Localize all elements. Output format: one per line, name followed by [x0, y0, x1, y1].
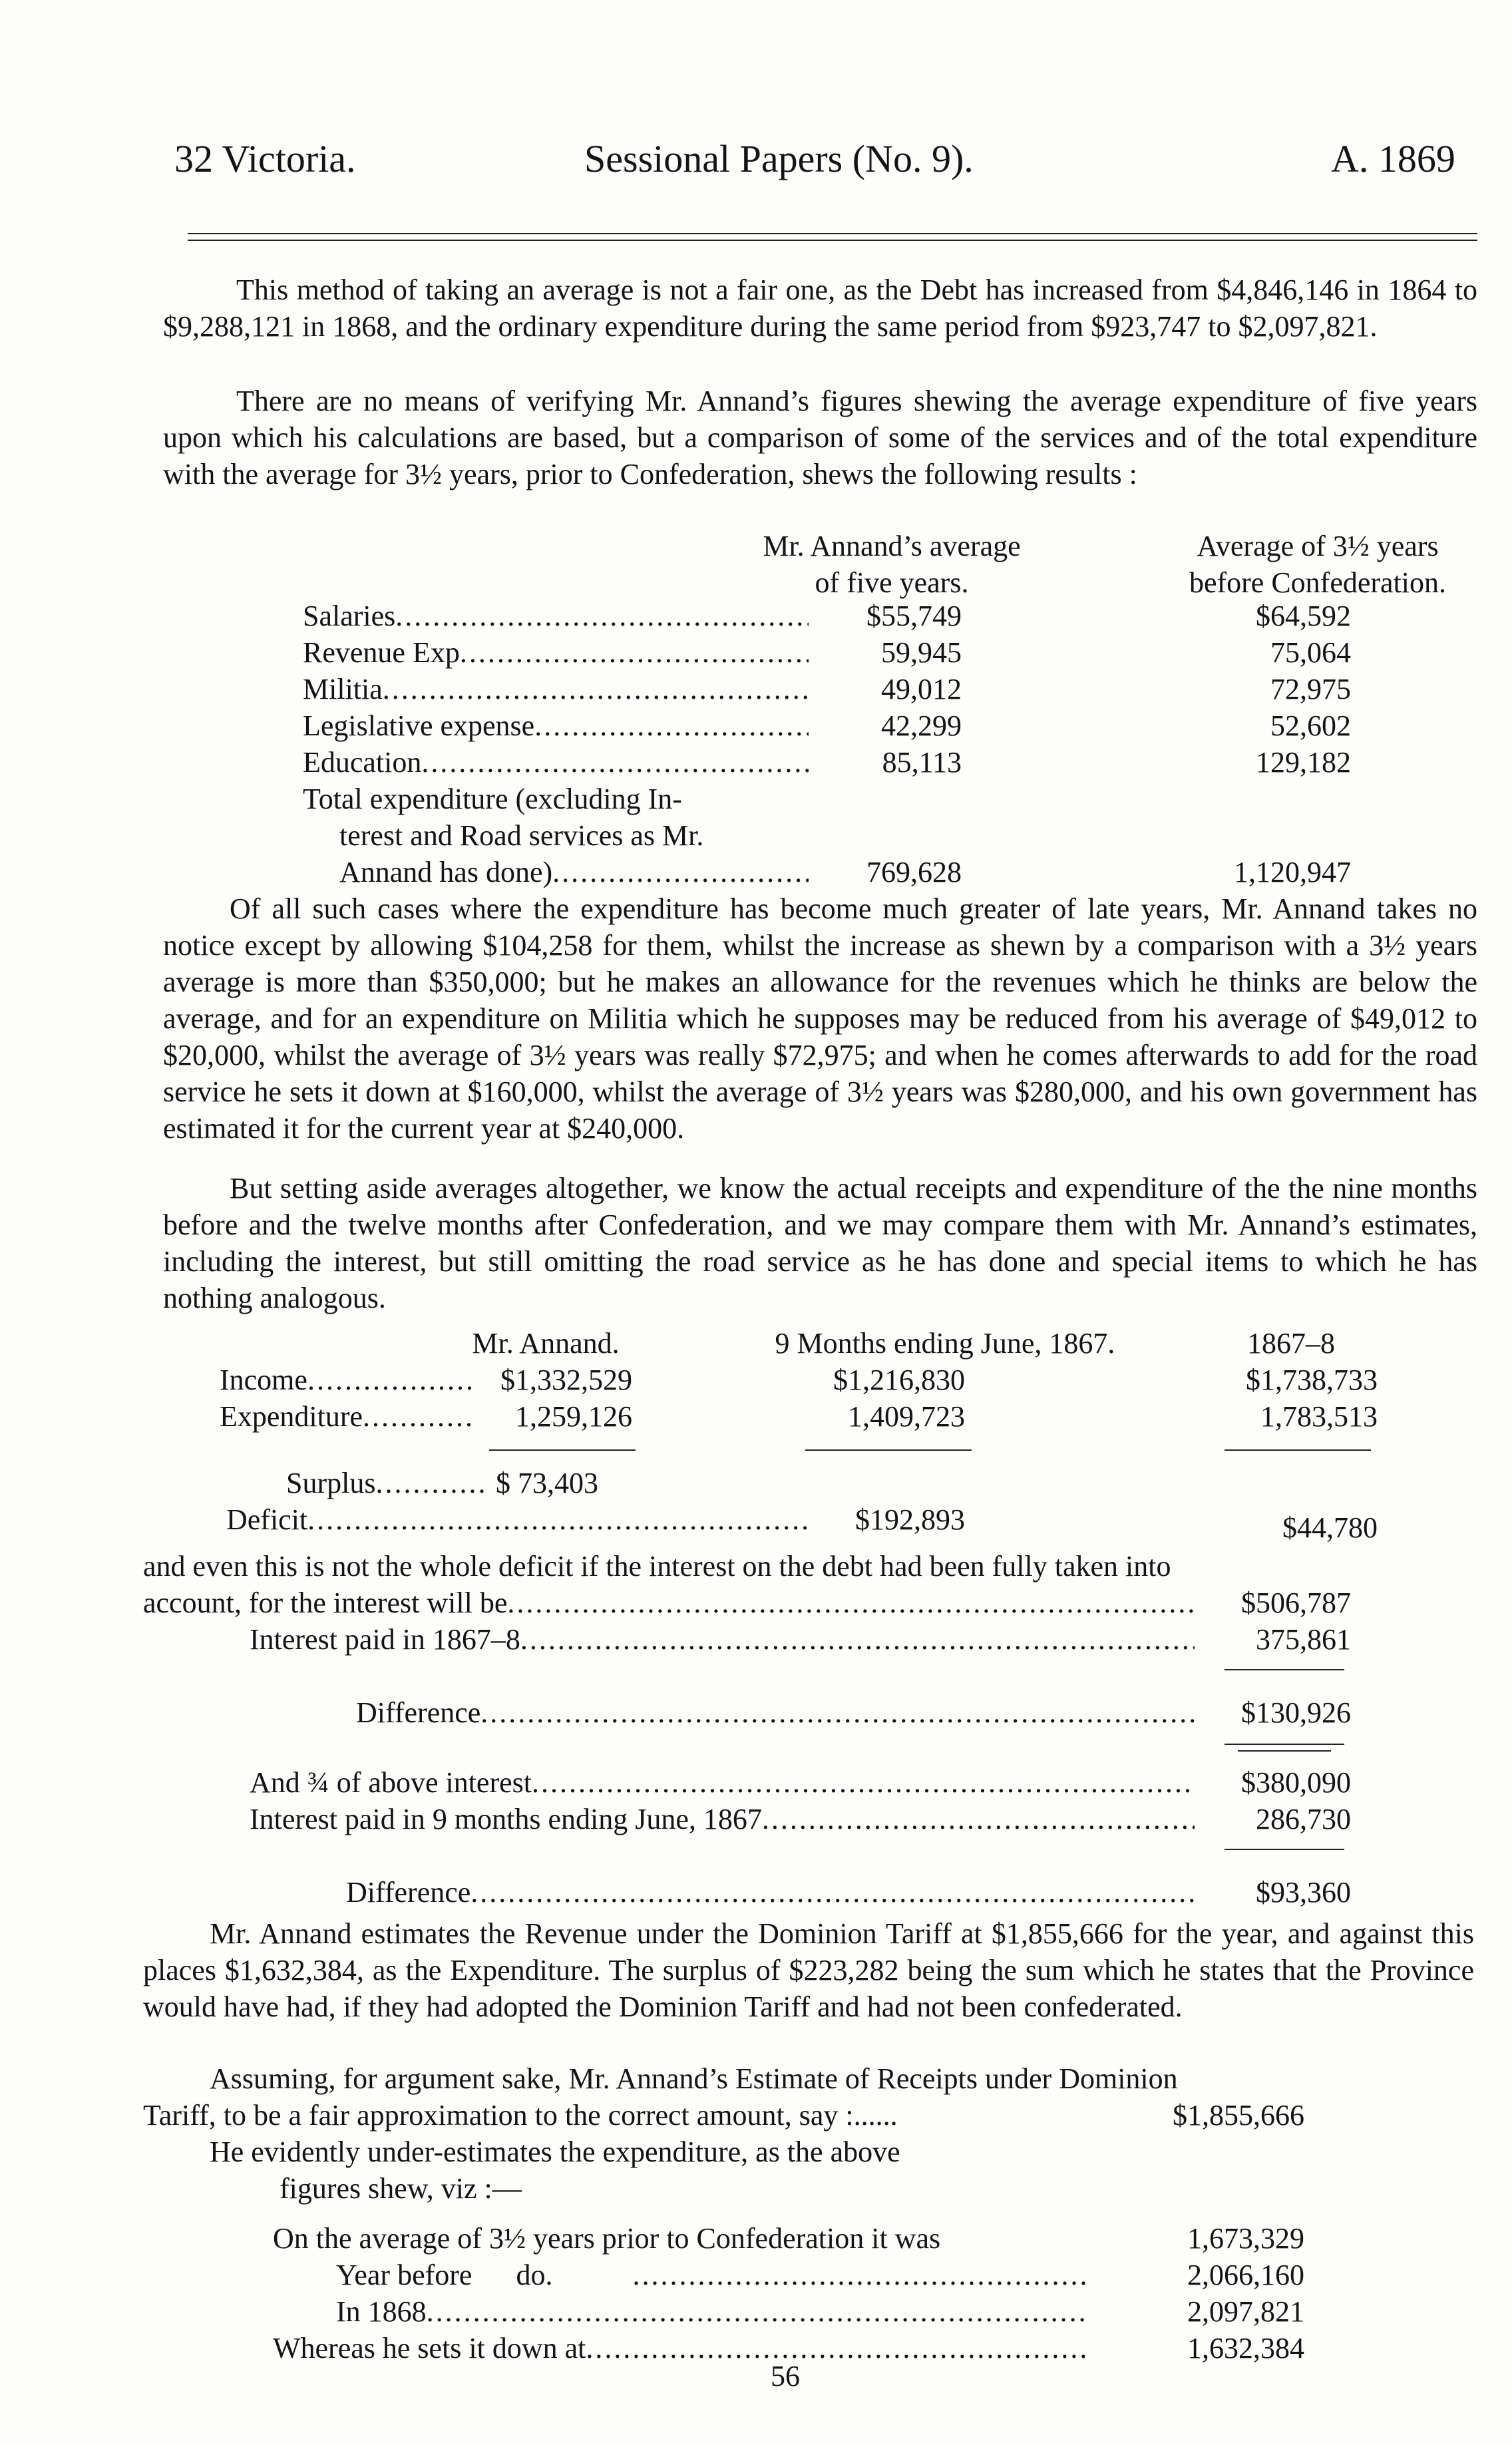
final-list-label: Year before do.: [336, 2259, 553, 2291]
mid-paragraph-2: But setting aside averages altogether, we know the actual receipts and expenditure of the the nine months before and the twelve months after Confederation, and we may compare them with Mr. Annand’s estimates, including the interest, but still omitting the road service as he has done and special items to which he has nothing analogous.: [163, 1172, 1477, 1314]
comparison-annand-value: 59,945: [881, 636, 962, 669]
comparison-annand-value: 42,299: [881, 709, 962, 742]
interest-rule-2: [1225, 1744, 1344, 1745]
receipts-income-1867-8: $1,738,733: [1246, 1364, 1378, 1396]
receipts-surplus-label: Surplus: [286, 1467, 376, 1499]
receipts-header-nine-months: 9 Months ending June, 1867.: [775, 1327, 1115, 1360]
comparison-row-label: Militia: [303, 673, 383, 705]
header-right: A. 1869: [1331, 137, 1455, 180]
header-rule-top: [188, 233, 1477, 234]
comparison-total-label-3: Annand has done): [339, 856, 553, 888]
final-list-label: In 1868: [336, 2295, 427, 2328]
comparison-row: [303, 672, 809, 706]
comparison-col2-header-2: before Confederation.: [1189, 566, 1447, 599]
receipts-income-nine-months: $1,216,830: [833, 1364, 965, 1396]
final-list-value: 2,097,821: [1187, 2295, 1304, 2328]
header-center: Sessional Papers (No. 9).: [584, 137, 974, 180]
receipts-rule-1867-8: [1225, 1449, 1371, 1451]
header-left: 32 Victoria.: [174, 137, 356, 180]
interest-three-quarters-label: And ¾ of above interest: [250, 1766, 532, 1799]
interest-lead-line-2: account, for the interest will be: [143, 1587, 508, 1619]
interest-rule-3: [1238, 1750, 1331, 1752]
comparison-annand-value: 49,012: [881, 673, 962, 705]
receipts-expenditure-label: Expenditure: [220, 1400, 363, 1433]
interest-difference2-row: [346, 1875, 1195, 1909]
receipts-expenditure-1867-8: 1,783,513: [1260, 1400, 1378, 1433]
receipts-income-row: [220, 1363, 472, 1397]
receipts-deficit-row: [226, 1503, 812, 1537]
assuming-line-4: figures shew, viz :—: [280, 2172, 522, 2205]
comparison-row-label: Revenue Exp: [303, 636, 460, 669]
comparison-row-label: Education: [303, 746, 422, 779]
interest-difference2-label: Difference: [346, 1876, 471, 1909]
interest-difference2-value: $93,360: [1256, 1876, 1351, 1909]
receipts-rule-annand: [489, 1449, 636, 1451]
final-list-row: [273, 2331, 1088, 2365]
comparison-average-value: 72,975: [1270, 673, 1351, 705]
comparison-average-value: 75,064: [1270, 636, 1351, 669]
comparison-col1-header-2: of five years.: [815, 566, 969, 599]
end-paragraph-1: Mr. Annand estimates the Revenue under the Dominion Tariff at $1,855,666 for the year, and against this places $1,632,384, as the Expenditure. The surplus of $223,282 being the sum which he states that the Province would have had, if they had adopted the Dominion Tariff and had not been confederated.: [143, 1917, 1474, 2023]
mid-paragraph-1: Of all such cases where the expenditure has become much greater of late years, Mr. Annand takes no notice except by allowing $104,258 for them, whilst the increase as shewn by a comparison with a 3½ years average is more than $350,000; but he makes an allowance for the revenues which he thinks are below the average, and for an expenditure on Militia which he supposes may be reduced from his average of $49,012 to $20,000, whilst the average of 3½ years was really $72,975; and when he comes afterwards to add for the road service he sets it down at $160,000, whilst the average of 3½ years was $280,000, and his own government has estimated it for the current year at $240,000.: [163, 892, 1477, 1145]
assuming-amount: $1,855,666: [1173, 2099, 1304, 2132]
comparison-row: [303, 599, 809, 633]
receipts-expenditure-row: [220, 1400, 472, 1433]
comparison-col2-header-1: Average of 3½ years: [1197, 530, 1439, 562]
receipts-surplus-row: [286, 1466, 486, 1500]
interest-will-be-value: $506,787: [1241, 1587, 1351, 1619]
assuming-line-2: Tariff, to be a fair approximation to the correct amount, say :......: [143, 2099, 898, 2132]
interest-three-quarters-row: [250, 1766, 1195, 1799]
receipts-surplus-value: $ 73,403: [496, 1467, 598, 1499]
comparison-row-label: Legislative expense: [303, 709, 535, 742]
comparison-average-value: 129,182: [1256, 746, 1351, 779]
comparison-annand-value: 85,113: [882, 746, 962, 779]
receipts-expenditure-annand: 1,259,126: [515, 1400, 632, 1433]
comparison-col1-header-1: Mr. Annand’s average: [763, 530, 1021, 562]
receipts-income-label: Income: [220, 1364, 307, 1396]
comparison-average-value: $64,592: [1256, 600, 1351, 632]
comparison-annand-value: $55,749: [866, 600, 962, 632]
comparison-total-annand: 769,628: [866, 856, 962, 888]
final-list-row: [336, 2295, 1088, 2329]
final-list-value: 1,632,384: [1187, 2332, 1304, 2364]
intro-paragraph-1: This method of taking an average is not a fair one, as the Debt has increased from $4,846,146 in 1864 to $9,288,121 in 1868, and the ordinary expenditure during the same period from $923,747 to $2,097,821.: [163, 274, 1477, 343]
comparison-row: [303, 709, 809, 743]
final-list-label: On the average of 3½ years prior to Confederation it was: [273, 2222, 941, 2255]
interest-paid9-value: 286,730: [1256, 1803, 1351, 1835]
receipts-header-annand: Mr. Annand.: [472, 1327, 620, 1360]
assuming-line-3: He evidently under-estimates the expenditure, as the above: [210, 2136, 900, 2168]
comparison-total-average: 1,120,947: [1234, 856, 1351, 888]
page-number: 56: [771, 2360, 800, 2392]
comparison-total-label-2: terest and Road services as Mr.: [339, 819, 704, 852]
receipts-deficit-label: Deficit: [226, 1503, 308, 1536]
interest-paid-row: [250, 1622, 1195, 1656]
interest-paid9-row: [250, 1802, 1195, 1836]
receipts-deficit-nine-months: $192,893: [855, 1503, 965, 1536]
interest-lead-line-1: and even this is not the whole deficit if the interest on the debt had been fully taken into: [143, 1550, 1171, 1583]
interest-difference-label: Difference: [356, 1696, 481, 1729]
comparison-average-value: 52,602: [1270, 709, 1351, 742]
interest-difference-row: [356, 1696, 1195, 1730]
receipts-rule-nine-months: [805, 1449, 972, 1451]
comparison-row: [303, 636, 809, 669]
assuming-line-1: Assuming, for argument sake, Mr. Annand’s Estimate of Receipts under Dominion: [210, 2062, 1178, 2095]
receipts-income-annand: $1,332,529: [500, 1364, 632, 1396]
interest-three-quarters-value: $380,090: [1241, 1766, 1351, 1799]
interest-rule-1: [1225, 1669, 1344, 1670]
comparison-total-label-3-row: [339, 855, 809, 889]
receipts-header-1867-8: 1867–8: [1247, 1327, 1335, 1360]
header-rule-bottom: [188, 240, 1477, 241]
interest-paid-label: Interest paid in 1867–8: [250, 1623, 520, 1656]
final-list-label: Whereas he sets it down at: [273, 2332, 586, 2364]
intro-paragraph-2: There are no means of verifying Mr. Annand’s figures shewing the average expenditure of five years upon which his calculations are based, but a comparison of some of the services and of the total expenditure with the average for 3½ years, prior to Confederation, shews the following results :: [163, 385, 1477, 490]
interest-rule-4: [1225, 1849, 1344, 1850]
interest-paid-value: 375,861: [1256, 1623, 1351, 1656]
interest-paid9-label: Interest paid in 9 months ending June, 1867: [250, 1803, 762, 1835]
interest-difference-value: $130,926: [1241, 1696, 1351, 1729]
receipts-deficit-1867-8: $44,780: [1282, 1511, 1378, 1544]
final-list-value: 2,066,160: [1187, 2259, 1304, 2291]
final-list-value: 1,673,329: [1187, 2222, 1304, 2255]
receipts-expenditure-nine-months: 1,409,723: [848, 1400, 965, 1433]
comparison-row: [303, 745, 809, 779]
final-list-row: [336, 2258, 1088, 2292]
interest-lead-line-2-row: [143, 1586, 1195, 1620]
comparison-row-label: Salaries: [303, 600, 396, 632]
comparison-total-label-1: Total expenditure (excluding In-: [303, 783, 682, 815]
